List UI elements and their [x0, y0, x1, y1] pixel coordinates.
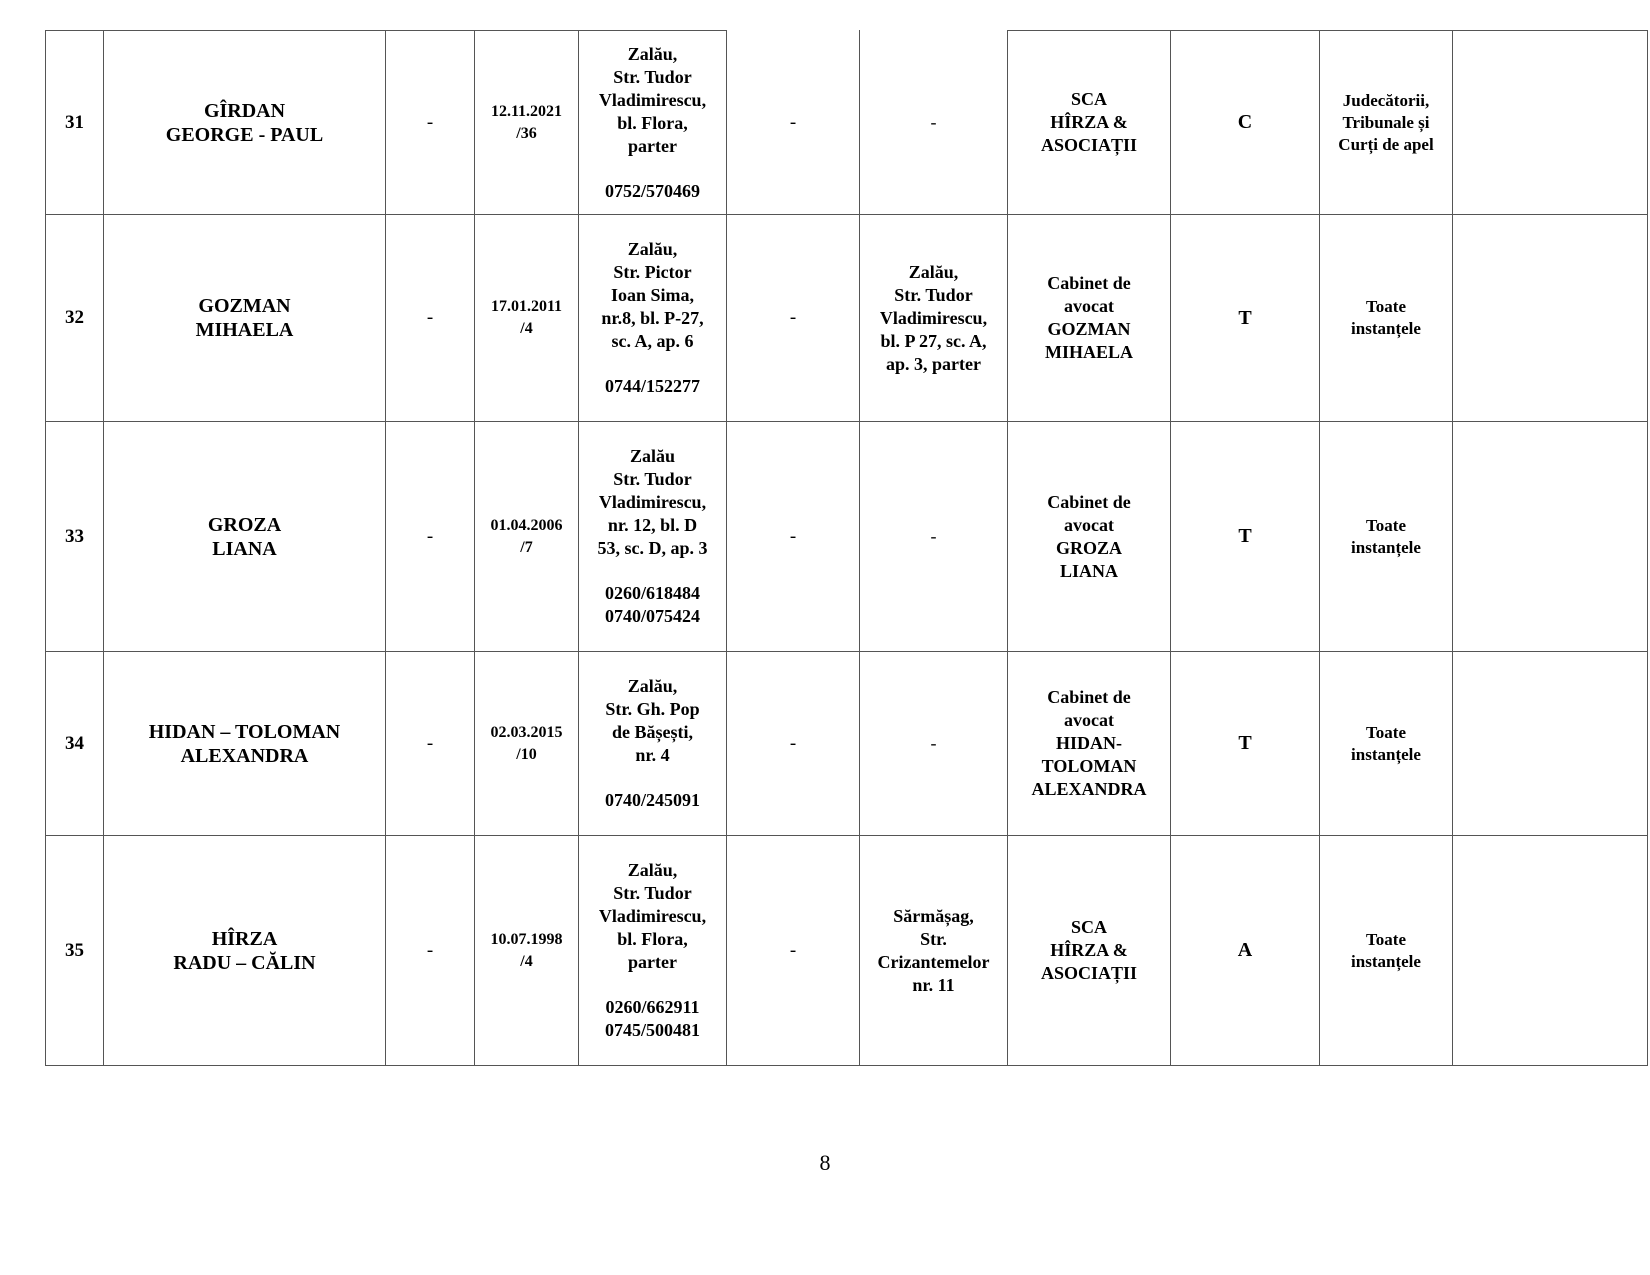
instances-line: instanțele	[1351, 319, 1421, 338]
practice-form-line: Cabinet de	[1047, 491, 1131, 512]
instances-line: Judecătorii,	[1342, 90, 1430, 110]
office-address-line: Zalău,	[627, 43, 678, 64]
practice-form-line: TOLOMAN	[1041, 756, 1137, 776]
secondary-address-line: Crizantemelor	[877, 951, 990, 972]
category: C	[1171, 31, 1320, 215]
registration-date-line: 10.07.1998	[490, 930, 563, 948]
phone-number: 0752/570469	[604, 180, 700, 201]
notes-cell	[1453, 422, 1648, 652]
lawyer-name-line: GOZMAN	[198, 295, 291, 317]
lawyers-registry-table	[45, 30, 1648, 1066]
office-address-line: Vladimirescu,	[598, 89, 707, 110]
office-address	[579, 215, 727, 422]
registration-date-line: /7	[520, 538, 533, 556]
notes-cell	[1453, 215, 1648, 422]
registration-date-line: /4	[520, 320, 533, 337]
registration-date	[475, 422, 579, 652]
practice-form-line: Cabinet de	[1047, 687, 1131, 707]
office-address-line: bl. Flora,	[617, 112, 688, 133]
table-row	[46, 215, 1648, 422]
empty-field: -	[727, 422, 860, 652]
phone-number: 0744/152277	[604, 376, 700, 396]
registration-date-line: 01.04.2006	[490, 516, 563, 534]
registration-date-line: 17.01.2011	[490, 298, 563, 315]
registration-date-line: 02.03.2015	[490, 723, 563, 741]
registration-date-line: /10	[516, 745, 537, 763]
office-address-line: nr. 12, bl. D	[607, 515, 698, 535]
office-address	[579, 422, 727, 652]
office-address-line: Zalău,	[627, 860, 678, 880]
spacer	[583, 560, 722, 582]
secondary-address-line: Zalău,	[908, 261, 959, 282]
lawyer-name-line: RADU – CĂLIN	[173, 951, 316, 974]
empty-field: -	[386, 652, 475, 836]
registration-date-line: /36	[516, 124, 537, 142]
secondary-address-line: -	[930, 526, 937, 546]
practice-form-line: LIANA	[1059, 560, 1118, 581]
office-address-line: Zalău	[629, 446, 676, 466]
practice-form-line: ASOCIAȚII	[1040, 135, 1138, 155]
empty-field: -	[386, 31, 475, 215]
instances-line: Toate	[1366, 297, 1406, 316]
office-address-line: Zalău,	[627, 676, 678, 696]
practice-form-line: GOZMAN	[1047, 319, 1131, 339]
secondary-address-line: Sărmășag,	[893, 905, 974, 926]
practice-form	[1008, 422, 1171, 652]
secondary-address-line: ap. 3, parter	[886, 353, 981, 374]
row-number: 35	[46, 836, 104, 1066]
office-address-line: Str. Gh. Pop	[605, 699, 700, 719]
office-address-line: Ioan Sima,	[610, 285, 695, 305]
notes-cell	[1453, 652, 1648, 836]
practice-form-line: ALEXANDRA	[1031, 779, 1147, 799]
secondary-address-line: Vladimirescu,	[879, 307, 988, 328]
practice-form-line: avocat	[1064, 514, 1114, 535]
practice-form-line: GROZA	[1055, 537, 1122, 558]
lawyer-name	[104, 31, 386, 215]
row-number: 34	[46, 652, 104, 836]
office-address-line: Str. Tudor	[613, 469, 692, 489]
instances-line: Toate	[1366, 929, 1406, 949]
page-number: 8	[819, 1150, 831, 1175]
lawyer-name	[104, 422, 386, 652]
office-address-line: Zalău,	[627, 239, 678, 259]
office-address-line: sc. A, ap. 6	[611, 331, 694, 351]
lawyer-name-line: MIHAELA	[195, 319, 294, 341]
empty-field: -	[386, 215, 475, 422]
instances-line: Toate	[1366, 515, 1406, 535]
office-address-line: Vladimirescu,	[598, 906, 707, 926]
lawyer-name-line: LIANA	[212, 537, 277, 560]
office-address-line: nr. 4	[635, 745, 670, 765]
phone-number: 0740/075424	[604, 606, 700, 626]
category: T	[1171, 422, 1320, 652]
instances-line: instanțele	[1351, 951, 1421, 971]
practice-form-line: HÎRZA &	[1050, 940, 1128, 960]
lawyer-name-line: HIDAN – TOLOMAN	[148, 720, 341, 743]
office-address	[579, 31, 727, 215]
row-number: 33	[46, 422, 104, 652]
instances-line: instanțele	[1351, 744, 1421, 764]
practice-form-line: Cabinet de	[1047, 273, 1131, 293]
secondary-address-line: -	[930, 112, 937, 132]
office-address-line: Str. Tudor	[613, 66, 692, 87]
lawyer-name	[104, 215, 386, 422]
empty-field: -	[727, 31, 860, 215]
secondary-address	[860, 422, 1008, 652]
practice-form	[1008, 31, 1171, 215]
spacer	[583, 353, 722, 375]
office-address-line: bl. Flora,	[617, 929, 688, 949]
empty-field: -	[727, 836, 860, 1066]
secondary-address-line: Str.	[920, 928, 947, 949]
office-address	[579, 836, 727, 1066]
empty-field: -	[386, 422, 475, 652]
practice-form	[1008, 836, 1171, 1066]
practice-form-line: avocat	[1064, 710, 1114, 730]
table-row	[46, 31, 1648, 215]
phone-number: 0260/618484	[604, 583, 700, 603]
spacer	[583, 974, 722, 996]
instances	[1320, 31, 1453, 215]
instances	[1320, 652, 1453, 836]
row-number: 32	[46, 215, 104, 422]
lawyer-name-line: GROZA	[207, 513, 282, 536]
lawyer-name-line: HÎRZA	[211, 927, 278, 950]
secondary-address	[860, 836, 1008, 1066]
phone-number: 0745/500481	[604, 1020, 700, 1040]
notes-cell	[1453, 836, 1648, 1066]
office-address-line: de Bășești,	[612, 722, 693, 742]
instances-line: Toate	[1366, 722, 1406, 742]
category: A	[1171, 836, 1320, 1066]
secondary-address-line: bl. P 27, sc. A,	[880, 330, 987, 351]
instances	[1320, 836, 1453, 1066]
lawyer-name-line: GÎRDAN	[203, 99, 286, 122]
practice-form-line: HIDAN-	[1056, 733, 1122, 753]
empty-field: -	[727, 215, 860, 422]
practice-form-line: ASOCIAȚII	[1040, 963, 1138, 983]
phone-number: 0260/662911	[605, 997, 700, 1017]
instances-line: Curți de apel	[1338, 134, 1434, 154]
registration-date	[475, 652, 579, 836]
lawyer-name-line: ALEXANDRA	[180, 744, 309, 767]
secondary-address	[860, 31, 1008, 215]
practice-form	[1008, 652, 1171, 836]
secondary-address	[860, 652, 1008, 836]
registration-date-line: 12.11.2021	[490, 102, 563, 120]
practice-form-line: avocat	[1064, 296, 1114, 316]
office-address	[579, 652, 727, 836]
row-number: 31	[46, 31, 104, 215]
instances-line: instanțele	[1351, 537, 1421, 557]
office-address-line: nr.8, bl. P-27,	[601, 308, 704, 328]
secondary-address-line: nr. 11	[912, 974, 955, 995]
table-row	[46, 652, 1648, 836]
office-address-line: 53, sc. D, ap. 3	[597, 538, 708, 558]
category: T	[1171, 652, 1320, 836]
lawyer-name	[104, 836, 386, 1066]
registration-date	[475, 31, 579, 215]
office-address-line: Str. Tudor	[613, 883, 692, 903]
phone-number: 0740/245091	[604, 790, 700, 810]
lawyer-name	[104, 652, 386, 836]
spacer	[583, 158, 722, 180]
instances	[1320, 215, 1453, 422]
practice-form-line: SCA	[1070, 89, 1107, 109]
table-row	[46, 422, 1648, 652]
registration-date-line: /4	[520, 952, 533, 970]
lawyer-name-line: GEORGE - PAUL	[165, 123, 324, 146]
notes-cell	[1453, 31, 1648, 215]
practice-form	[1008, 215, 1171, 422]
secondary-address-line: Str. Tudor	[894, 284, 973, 305]
registration-date	[475, 836, 579, 1066]
practice-form-line: SCA	[1070, 917, 1107, 937]
secondary-address	[860, 215, 1008, 422]
table-row	[46, 836, 1648, 1066]
practice-form-line: HÎRZA &	[1050, 112, 1128, 132]
practice-form-line: MIHAELA	[1044, 342, 1133, 362]
instances	[1320, 422, 1453, 652]
instances-line: Tribunale și	[1342, 112, 1430, 132]
registration-date	[475, 215, 579, 422]
office-address-line: Str. Pictor	[613, 262, 692, 282]
office-address-line: Vladimirescu,	[598, 492, 707, 512]
empty-field: -	[386, 836, 475, 1066]
empty-field: -	[727, 652, 860, 836]
office-address-line: parter	[628, 952, 677, 972]
office-address-line: parter	[628, 135, 677, 156]
category: T	[1171, 215, 1320, 422]
spacer	[583, 767, 722, 789]
secondary-address-line: -	[930, 733, 937, 753]
